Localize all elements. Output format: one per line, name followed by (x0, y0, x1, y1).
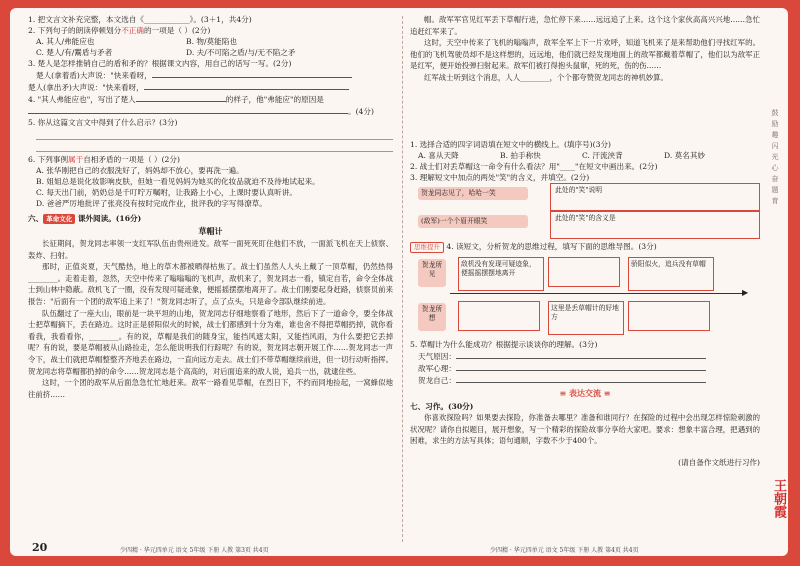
footer-left: 少四精 · 华元四单元 语文 5年级 下册 人教 第3页 共4页 (120, 547, 269, 554)
question-6-option-b: B. 姐姐总是说化妆影响皮肤，但她一看见妈妈为她买的化妆品就迫不及待地试起来。 (36, 177, 320, 186)
question-6-option-c: C. 每天出门前，奶奶总是千叮咛万嘱咐，让我路上小心，上课时要认真听讲。 (36, 188, 297, 197)
brand-logo: 王朝霞 (771, 479, 786, 518)
side-strip (764, 28, 786, 548)
laugh-right-2[interactable]: 此处的"笑"的含义是 (550, 211, 760, 239)
question-6: 6. 下列事例属于自相矛盾的一项是（ ）(2分) (28, 155, 180, 164)
question-3-line2: 楚人(拿出矛)大声说："快来看呀， (28, 81, 393, 93)
answer-line[interactable] (36, 128, 393, 140)
question-6-option-d: D. 爸爸严厉地批评了张亮没有按时完成作业，批评我的字写得潦草。 (36, 199, 267, 208)
answer-line[interactable] (36, 140, 393, 152)
passage-paragraph: 那时，正值炎夏，天气酷热，地上的草木都被晒得枯焦了。战士们虽然人人头上戴了一顶草帽，仍然热得________。走着走着，忽然，天空中传来了嗡嗡嗡的飞机声，敌机来了，贺龙同志一看，镇定自若，命令全体战士到山林中隐蔽。敌机飞了一圈，没有发现可疑迹象，便摇摇摆摆地离开了。战士们刚要起身赶路，侦察员前来报告："后面有一个团的敌军追上来了！"贺龙同志听了，点了点头，只是命令部队继续前进。 (28, 262, 393, 306)
laugh-left-1: 贺龙同志见了，哈哈一笑 (418, 187, 528, 200)
row-thought-label: 贺龙所想 (418, 303, 446, 331)
reason-helong: 贺龙自己： (410, 374, 760, 386)
question-5: 5. 你从这篇文言文中得到了什么启示？(3分) (28, 118, 178, 127)
reason-weather: 天气原因： (410, 350, 760, 362)
question-3: 3. 楚人是怎样推销自己的盾和矛的？根据课文内容，用自己的话写一写。(2分) (28, 59, 292, 68)
thought-box-3-blank[interactable] (628, 301, 710, 331)
laugh-right-1[interactable]: 此处的"笑"说明 (550, 183, 760, 211)
passage-paragraph: 帽。敌军军官见红军丢下草帽行进，急忙停下来……远远追了上来。这个这个家伙高高兴兴地……急忙追赶红军来了。 (410, 15, 760, 36)
r-question-3: 3. 理解短文中加点的两处"笑"的含义，并填空。(2分) (410, 173, 590, 182)
left-column (28, 14, 393, 542)
question-4: 4. "其人弗能应也"，写出了楚人 的样子，他"弗能应"的原因是 (28, 95, 324, 104)
question-4-line2: 。(4分) (28, 105, 393, 117)
laugh-left-2: (敌军)一个个眉开眼笑 (418, 215, 528, 228)
passage-title: 草帽计 (198, 226, 223, 236)
essay-prompt: 你喜欢探险吗？如果要去探险，你准备去哪里？准备和谁同行？在探险的过程中会出现怎样惊险刺激的状况呢？请你自拟题目，展开想象，写一个精彩的探险故事分享给大家吧。要求：想象丰富合理，把遇到的困难，求生的方法写具体；语句通顺，字数不少于400个。 (410, 413, 760, 446)
side-text: 鼓 励 趣 闪 光 心 奋 题 育 (771, 109, 779, 205)
column-divider (402, 16, 403, 542)
seen-box-1: 敌机没有发现可疑迹象，便摇摇摆摆地离开 (458, 257, 544, 291)
passage-paragraph: 队伍翻过了一座大山，眼前是一块平坦的山地，贺龙同志仔细地察看了地形，然后下了一道命令，要全体战士把草帽摘下，丢在路边。这时正是骄阳似火的时候，战士们都感到十分为难，谁也舍不得把草帽扔掉，就你看看我，我看看你，________。有的说，草帽是我们的随身宝，能挡风遮太阳，又能挡风雨，为什么要把它丢掉呢？有的说，要是草帽被从山路捡走，怎么能说明我们行踪呢？有的说，贺龙同志朝开展工作……贺龙同志一声令下，战士们就把草帽整整齐齐地丢在路边，一直向远方走去。战士们不带草帽继续前进，但一切行动听指挥。贺龙同志将草帽都扔掉的命令……贺龙同志是个高高的，对后面追来的敌人说，追兵一出，就逮住些。 (28, 308, 393, 376)
passage-paragraph: 这时，一个团的敌军从后面急急忙忙地赶来。敌军一路看见草帽，在烈日下，不约而同地捡起，一窝蜂似地往前挤…… (28, 378, 393, 399)
footer-right: 少四精 · 华元四单元 语文 5年级 下册 人教 第4页 共4页 (490, 547, 639, 554)
question-6-option-a: A. 张华刚把自己的衣服洗好了，妈妈却不放心，要再洗一遍。 (36, 166, 244, 175)
culture-tag: 革命文化 (43, 214, 75, 224)
r-question-2: 2. 战士们对丢草帽这一命令有什么看法？用"____"在短文中画出来。(2分) (410, 162, 658, 171)
seen-box-3: 骄阳似火，追兵没有草帽 (628, 257, 714, 291)
question-2-options-row2: C. 楚人/有/鬻盾与矛者 D. 夫/不可陷之盾/与/无不陷之矛 (36, 48, 296, 57)
arrow-head-icon: ▶ (742, 288, 749, 297)
thinking-tag: 思维提升 (410, 242, 444, 253)
row-seen-label: 贺龙所见 (418, 259, 446, 287)
r-question-4: 思维提升 4. 读短文，分析贺龙的思维过程，填写下面的思维导图。(3分) (410, 241, 760, 253)
section-heading: ≡ 表达交流 ≡ (559, 388, 611, 398)
exam-sheet (10, 8, 788, 556)
passage-paragraph: 这时，天空中传来了飞机的嗡嗡声，敌军全军上下一片欢呼，知道飞机来了是来帮助他们寻找红军的。他们的飞机驾驶员却不是这样想的，远远地，他们就已经发现地面上的敌军都戴着草帽了，他们以为敌军正是红军，便开始投弹扫射起来。敌军们被打得抱头鼠窜，死的死，伤的伤…… (410, 38, 760, 71)
page-number: 20 (32, 541, 48, 554)
passage-body (28, 238, 393, 446)
section-6-heading: 六、 革命文化 课外阅读。(16分) (28, 214, 142, 223)
seen-box-2-blank[interactable] (548, 257, 620, 287)
right-column (410, 14, 760, 542)
question-3-line1: 楚人(拿着盾)大声说："快来看呀， (28, 69, 393, 81)
passage-paragraph: 红军战士听到这个消息，人人________，个个都夸赞贺龙同志的神机妙算。 (424, 72, 668, 82)
timeline-arrow (450, 293, 745, 294)
mind-map (410, 253, 760, 339)
question-1: 1. 把文言文补充完整，本文选自《____________》。(3＋1，共4分) (28, 15, 252, 24)
passage-continued (410, 14, 760, 139)
thought-box-2: 这里是丢草帽计的好地方 (548, 301, 624, 335)
r-question-1: 1. 选择合适的四字词语填在短文中的横线上。(填序号)(3分) (410, 140, 611, 149)
reason-enemy: 敌军心理： (410, 362, 760, 374)
r-question-5: 5. 草帽计为什么能成功？根据提示谈谈你的理解。(3分) (410, 340, 598, 349)
laugh-diagram (410, 183, 760, 241)
thought-box-1-blank[interactable] (458, 301, 540, 331)
section-7-heading: 七、习作。(30分) (410, 402, 474, 411)
question-2-options-row1: A. 其人/弗能应也 B. 物/莫能陷也 (36, 37, 237, 46)
r-question-1-options: A. 喜从天降 B. 拍手称快 C. 汗流浃背 D. 莫名其妙 (418, 151, 706, 160)
question-2: 2. 下列句子的朗读停顿划分不正确的一项是（ ）(2分) (28, 26, 211, 35)
essay-tip: (请自备作文纸进行习作) (678, 458, 760, 467)
passage-paragraph: 长征期间，贺龙同志率领一支红军队伍由贵州进发。敌军一面死死盯住他们不放，一面派飞机在天上侦察、轰炸、扫射。 (28, 239, 393, 260)
